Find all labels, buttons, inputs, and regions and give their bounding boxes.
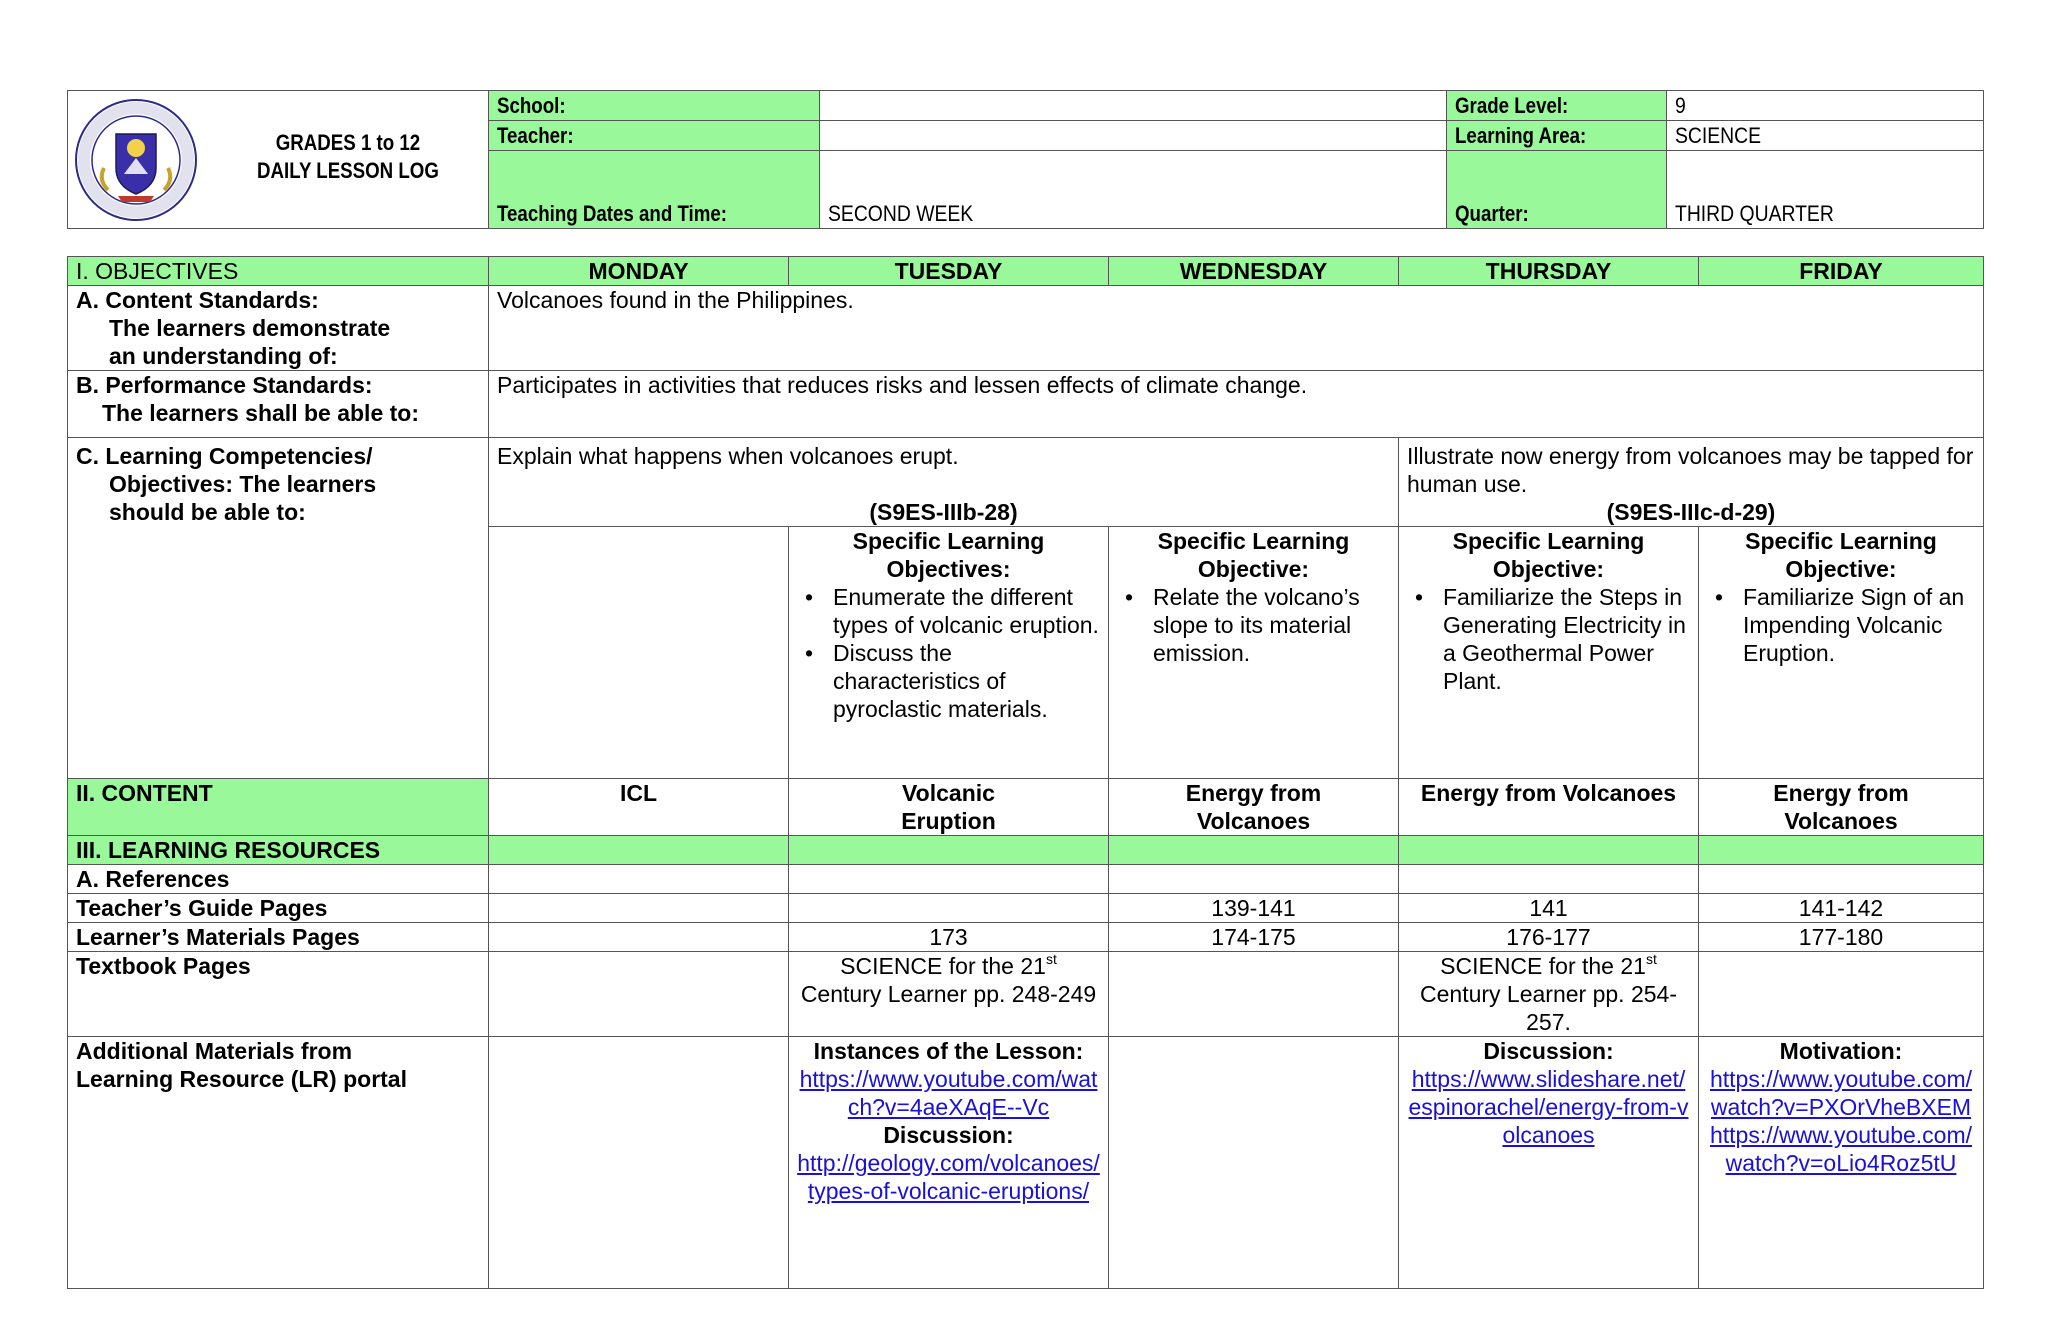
teachers-guide-label: Teacher’s Guide Pages	[68, 894, 489, 923]
tg-friday: 141-142	[1699, 894, 1984, 923]
tg-thursday: 141	[1399, 894, 1699, 923]
header-title-cell	[68, 91, 489, 229]
learning-competencies-label: C. Learning Competencies/ Objectives: The learners should be able to:	[68, 438, 489, 779]
lm-tuesday: 173	[789, 923, 1109, 952]
competency-right: Illustrate now energy from volcanoes may be tapped for human use. (S9ES-IIIc-d-29)	[1399, 438, 1984, 527]
geology-link-tuesday[interactable]: http://geology.com/volcanoes/types-of-volcanic-eruptions/	[797, 1150, 1100, 1204]
slideshare-link-thursday[interactable]: https://www.slideshare.net/espinorachel/energy-from-volcanoes	[1408, 1066, 1689, 1148]
lm-friday: 177-180	[1699, 923, 1984, 952]
slo-wednesday: Specific Learning Objective: • Relate the volcano’s slope to its material emission.	[1109, 527, 1399, 779]
am-thursday: Discussion: https://www.slideshare.net/espinorachel/energy-from-volcanoes	[1399, 1037, 1699, 1289]
tb-monday	[489, 952, 789, 1037]
school-label: School:	[497, 93, 566, 118]
content-wednesday: Energy from Volcanoes	[1109, 779, 1399, 836]
grade-level-field[interactable]: 9	[1667, 91, 1984, 121]
slo-monday	[489, 527, 789, 779]
content-thursday: Energy from Volcanoes	[1399, 779, 1699, 836]
lm-thursday: 176-177	[1399, 923, 1699, 952]
content-heading: II. CONTENT	[68, 779, 489, 836]
day-thursday: THURSDAY	[1399, 257, 1699, 286]
teacher-label: Teacher:	[497, 123, 574, 148]
quarter-label: Quarter:	[1455, 201, 1529, 226]
day-friday: FRIDAY	[1699, 257, 1984, 286]
youtube-link-friday-1[interactable]: https://www.youtube.com/watch?v=PXOrVheBXEM	[1709, 1066, 1973, 1120]
content-standards-value: Volcanoes found in the Philippines.	[489, 286, 1984, 371]
lesson-log-table	[67, 256, 1984, 1289]
learning-area-field[interactable]: SCIENCE	[1667, 121, 1984, 151]
am-tuesday: Instances of the Lesson: https://www.youtube.com/watch?v=4aeXAqE--Vc Discussion: http://geology.com/volcanoes/types-of-volcanic-eruptions/	[789, 1037, 1109, 1289]
slo-tuesday: Specific Learning Objectives: • Enumerate the different types of volcanic eruption. • Discuss the characteristics of pyroclastic materials.	[789, 527, 1109, 779]
learning-area-label: Learning Area:	[1455, 123, 1587, 148]
tb-friday	[1699, 952, 1984, 1037]
content-monday: ICL	[489, 779, 789, 836]
form-title-line2: DAILY LESSON LOG	[257, 157, 439, 183]
teacher-field[interactable]	[820, 121, 1447, 151]
slo-friday: Specific Learning Objective: • Familiarize Sign of an Impending Volcanic Eruption.	[1699, 527, 1984, 779]
day-monday: MONDAY	[489, 257, 789, 286]
school-field[interactable]	[820, 91, 1447, 121]
list-item: • Relate the volcano’s slope to its material emission.	[1153, 583, 1390, 667]
tg-monday	[489, 894, 789, 923]
references-label: A. References	[68, 865, 489, 894]
competency-right-code: (S9ES-IIIc-d-29)	[1606, 499, 1776, 525]
lm-monday	[489, 923, 789, 952]
tg-tuesday	[789, 894, 1109, 923]
tg-wednesday: 139-141	[1109, 894, 1399, 923]
youtube-link-friday-2[interactable]: https://www.youtube.com/watch?v=oLio4Roz5tU	[1709, 1122, 1973, 1176]
tb-tuesday: SCIENCE for the 21st Century Learner pp. 248-249	[789, 952, 1109, 1037]
objectives-heading: I. OBJECTIVES	[68, 257, 489, 286]
am-monday	[489, 1037, 789, 1289]
tb-wednesday	[1109, 952, 1399, 1037]
content-standards-label: A. Content Standards: The learners demonstrate an understanding of:	[68, 286, 489, 371]
content-friday: Energy from Volcanoes	[1699, 779, 1984, 836]
am-wednesday	[1109, 1037, 1399, 1289]
learning-resources-heading: III. LEARNING RESOURCES	[68, 836, 489, 865]
form-title-line1: GRADES 1 to 12	[275, 129, 421, 155]
performance-standards-value: Participates in activities that reduces risks and lessen effects of climate change.	[489, 371, 1984, 438]
day-wednesday: WEDNESDAY	[1109, 257, 1399, 286]
teaching-dates-label: Teaching Dates and Time:	[497, 201, 728, 226]
list-item: • Familiarize the Steps in Generating Electricity in a Geothermal Power Plant.	[1443, 583, 1690, 695]
performance-standards-label: B. Performance Standards: The learners shall be able to:	[68, 371, 489, 438]
slo-thursday: Specific Learning Objective: • Familiarize the Steps in Generating Electricity in a Geothermal Power Plant.	[1399, 527, 1699, 779]
list-item: • Discuss the characteristics of pyroclastic materials.	[833, 639, 1100, 723]
list-item: • Enumerate the different types of volcanic eruption.	[833, 583, 1100, 639]
teaching-dates-field[interactable]: SECOND WEEK	[820, 151, 1447, 229]
grade-level-label: Grade Level:	[1455, 93, 1569, 118]
youtube-link-tuesday[interactable]: https://www.youtube.com/watch?v=4aeXAqE--Vc	[799, 1066, 1098, 1120]
learners-materials-label: Learner’s Materials Pages	[68, 923, 489, 952]
deped-seal-logo	[74, 98, 198, 222]
list-item: • Familiarize Sign of an Impending Volcanic Eruption.	[1743, 583, 1975, 667]
am-friday: Motivation: https://www.youtube.com/watch?v=PXOrVheBXEM https://www.youtube.com/watch?v=oLio4Roz5tU	[1699, 1037, 1984, 1289]
content-tuesday: Volcanic Eruption	[789, 779, 1109, 836]
textbook-pages-label: Textbook Pages	[68, 952, 489, 1037]
tb-thursday: SCIENCE for the 21st Century Learner pp. 254-257.	[1399, 952, 1699, 1037]
lm-wednesday: 174-175	[1109, 923, 1399, 952]
additional-materials-label: Additional Materials from Learning Resource (LR) portal	[68, 1037, 489, 1289]
competency-left-code: (S9ES-IIIb-28)	[869, 499, 1018, 525]
header-table	[67, 90, 1984, 229]
quarter-field[interactable]: THIRD QUARTER	[1667, 151, 1984, 229]
day-tuesday: TUESDAY	[789, 257, 1109, 286]
competency-left: Explain what happens when volcanoes erupt. (S9ES-IIIb-28)	[489, 438, 1399, 527]
